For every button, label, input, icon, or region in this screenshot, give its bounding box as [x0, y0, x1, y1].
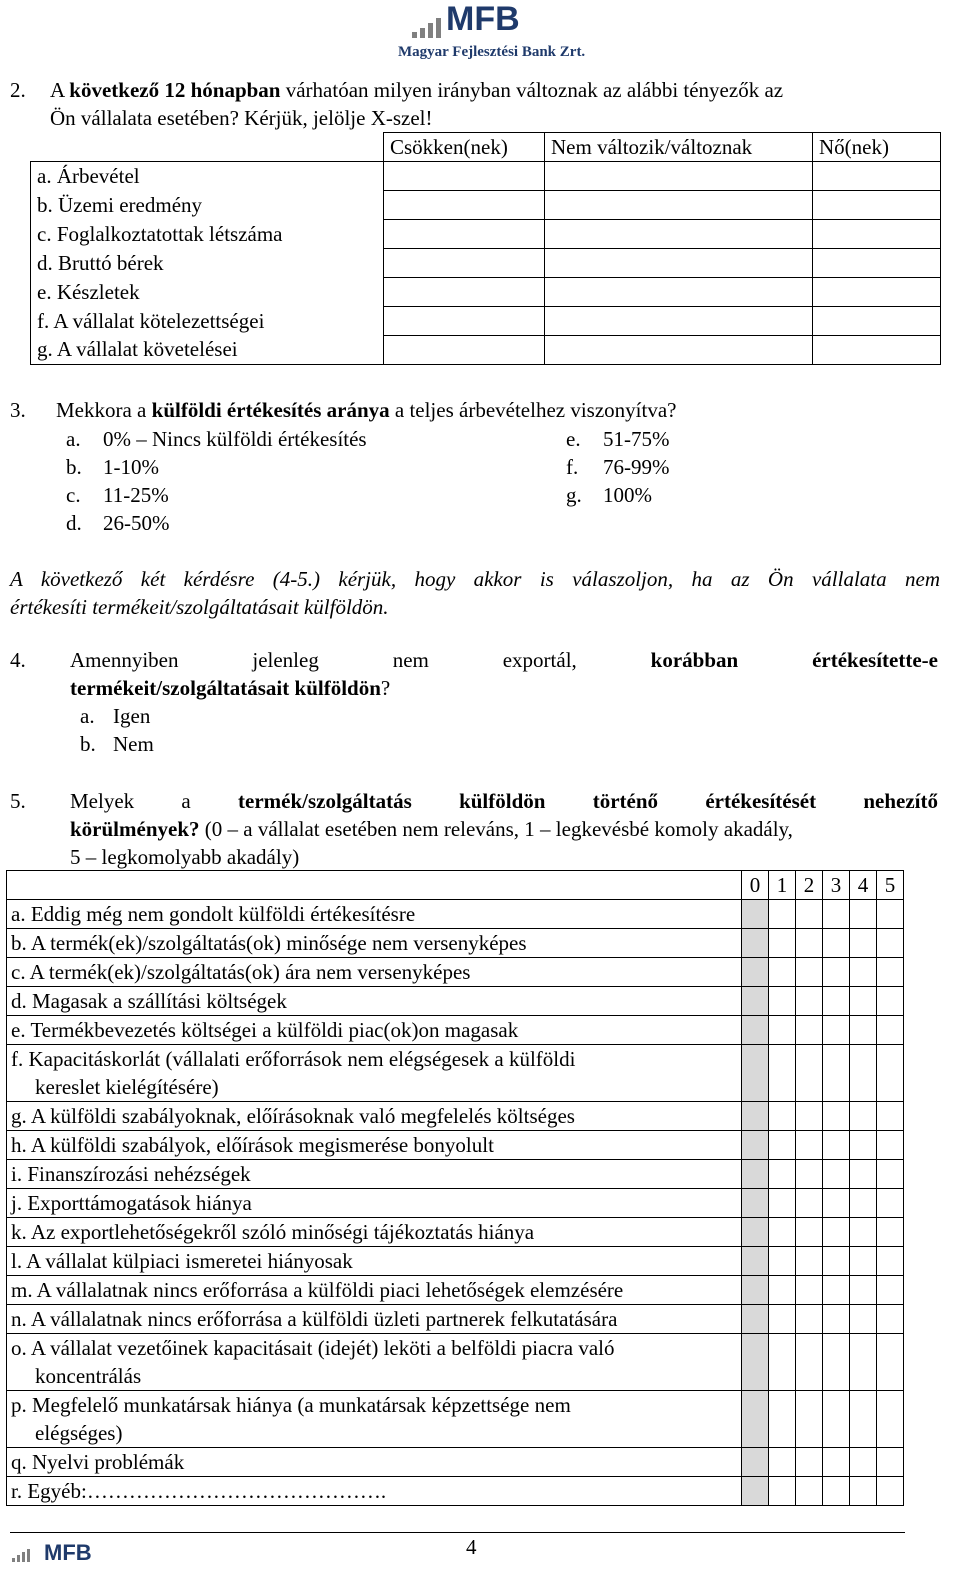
q5-rating-cell[interactable]	[742, 1102, 769, 1131]
q5-rating-cell[interactable]	[796, 987, 823, 1016]
q5-row	[7, 1477, 904, 1506]
q5-rating-cell[interactable]	[796, 1131, 823, 1160]
q5-rating-cell[interactable]	[769, 1016, 796, 1045]
q5-row	[7, 1448, 904, 1477]
q2-answer-cell[interactable]	[384, 220, 545, 249]
q2-row-label: b. Üzemi eredmény	[31, 191, 384, 220]
q5-rating-cell[interactable]	[850, 1016, 877, 1045]
q5-rating-cell[interactable]	[769, 987, 796, 1016]
q4-word-bold: értékesítette-e	[812, 648, 938, 672]
q5-row-label	[7, 1102, 742, 1131]
q5-row-label	[7, 987, 742, 1016]
q2-col-header: Nő(nek)	[813, 133, 941, 162]
q5-rating-cell[interactable]	[877, 1391, 904, 1448]
q5-rating-cell[interactable]	[823, 1160, 850, 1189]
q3-text	[56, 398, 677, 423]
q2-text-a: A	[50, 78, 70, 102]
q5-row-label	[7, 1391, 742, 1448]
q3-option-letter[interactable]: e.	[566, 427, 581, 451]
q5-rating-cell[interactable]	[850, 1189, 877, 1218]
q4-word: exportál,	[502, 648, 577, 672]
q5-scale-header: 1	[769, 871, 796, 900]
note-line2: értékesíti termékeit/szolgáltatásait külföldön.	[10, 595, 389, 619]
q5-rating-cell[interactable]	[823, 1276, 850, 1305]
q5-row	[7, 1016, 904, 1045]
q5-rating-cell[interactable]	[769, 1045, 796, 1102]
note-line1: A következő két kérdésre (4-5.) kérjük, hogy akkor is válaszoljon, ha az Ön vállalata nem	[10, 567, 940, 591]
q3-option-text[interactable]: 100%	[603, 483, 652, 507]
q5-rating-cell[interactable]	[823, 1334, 850, 1391]
q5-row-label-line: g. A külföldi szabályoknak, előírásoknak való megfelelés költséges	[11, 1104, 575, 1128]
q5-row	[7, 987, 904, 1016]
q5-rating-cell[interactable]	[850, 1305, 877, 1334]
q5-scale-header: 2	[796, 871, 823, 900]
q5-rating-cell[interactable]	[850, 1160, 877, 1189]
q5-rating-cell[interactable]	[850, 958, 877, 987]
q5-header-row	[7, 871, 904, 900]
q3-option-letter[interactable]: c.	[66, 483, 81, 507]
q2-row	[31, 162, 941, 191]
q5-row	[7, 1218, 904, 1247]
q2-answer-cell[interactable]	[813, 162, 941, 191]
q4-text-line1	[70, 648, 938, 673]
q5-header-empty	[7, 871, 742, 900]
q5-rating-cell[interactable]	[877, 1160, 904, 1189]
q5-rating-cell[interactable]	[850, 900, 877, 929]
q2-text	[50, 78, 783, 103]
q2-answer-cell[interactable]	[545, 162, 813, 191]
q3-option-letter[interactable]: g.	[566, 483, 582, 507]
q2-row-label: d. Bruttó bérek	[31, 249, 384, 278]
q5-row-label-line: r. Egyéb:…………………………………….	[11, 1479, 387, 1503]
q5-row	[7, 900, 904, 929]
q5-rating-cell[interactable]	[742, 900, 769, 929]
q5-word-bold: külföldön	[459, 789, 546, 813]
q5-text-line2	[70, 817, 793, 842]
q5-rating-cell[interactable]	[823, 987, 850, 1016]
q5-rating-cell[interactable]	[769, 1276, 796, 1305]
q5-rating-cell[interactable]	[769, 958, 796, 987]
q4-option-text[interactable]: Igen	[113, 704, 151, 728]
q5-rating-cell[interactable]	[877, 1247, 904, 1276]
q5-row-label-line: k. Az exportlehetőségekről szóló minőségi tájékoztatás hiánya	[11, 1220, 535, 1244]
q4-line2-end: ?	[380, 676, 391, 700]
q2-answer-cell[interactable]	[813, 249, 941, 278]
q5-rating-cell[interactable]	[823, 1391, 850, 1448]
q2-answer-cell[interactable]	[813, 278, 941, 307]
q2-answer-cell[interactable]	[384, 278, 545, 307]
q5-rating-cell[interactable]	[850, 1102, 877, 1131]
q5-rating-cell[interactable]	[823, 929, 850, 958]
q5-row	[7, 1045, 904, 1102]
q5-row-label-line: m. A vállalatnak nincs erőforrása a külföldi piaci lehetőségek elemzésére	[11, 1278, 624, 1302]
q5-rating-cell[interactable]	[823, 1131, 850, 1160]
q2-text-bold: következő 12 hónapban	[69, 78, 281, 102]
q5-row-label-line: e. Termékbevezetés költségei a külföldi piac(ok)on magasak	[11, 1018, 519, 1042]
footer-logo-text: MFB	[44, 1540, 92, 1565]
q5-rating-cell[interactable]	[796, 1276, 823, 1305]
q2-col-header: Nem változik/változnak	[545, 133, 813, 162]
q5-number: 5.	[10, 789, 26, 813]
q5-row-label	[7, 1218, 742, 1247]
q5-rating-cell[interactable]	[850, 1045, 877, 1102]
q3-text-bold: külföldi értékesítés aránya	[151, 398, 390, 422]
q3-text-a: Mekkora a	[56, 398, 152, 422]
q5-rating-cell[interactable]	[769, 1160, 796, 1189]
q5-rating-cell[interactable]	[877, 1131, 904, 1160]
q2-answer-cell[interactable]	[813, 220, 941, 249]
q2-row-label: a. Árbevétel	[31, 162, 384, 191]
q5-row-label-line: elégséges)	[35, 1421, 123, 1445]
q5-rating-cell[interactable]	[877, 1305, 904, 1334]
q5-rating-cell[interactable]	[850, 1334, 877, 1391]
q5-row	[7, 1391, 904, 1448]
q5-rating-cell[interactable]	[877, 1334, 904, 1391]
q2-answer-cell[interactable]	[384, 249, 545, 278]
q5-word-bold: termék/szolgáltatás	[238, 789, 412, 813]
q5-rating-cell[interactable]	[823, 1218, 850, 1247]
q2-answer-cell[interactable]	[384, 162, 545, 191]
q5-rating-cell[interactable]	[796, 1218, 823, 1247]
q5-rating-cell[interactable]	[823, 958, 850, 987]
q5-rating-cell[interactable]	[823, 1247, 850, 1276]
q5-rating-cell[interactable]	[850, 1477, 877, 1506]
q5-rating-cell[interactable]	[796, 958, 823, 987]
q5-rating-cell[interactable]	[796, 1016, 823, 1045]
q5-rating-cell[interactable]	[742, 1045, 769, 1102]
q2-answer-cell[interactable]	[545, 336, 813, 365]
q5-row-label-line: i. Finanszírozási nehézségek	[11, 1162, 251, 1186]
q5-rating-cell[interactable]	[877, 929, 904, 958]
q5-row-label	[7, 1189, 742, 1218]
q5-rating-cell[interactable]	[850, 1131, 877, 1160]
q5-row-label-line: f. Kapacitáskorlát (vállalati erőforrások nem elégségesek a külföldi	[11, 1047, 576, 1071]
q5-rating-cell[interactable]	[877, 900, 904, 929]
q5-rating-cell[interactable]	[850, 929, 877, 958]
q5-rating-cell[interactable]	[877, 1189, 904, 1218]
q5-row-label	[7, 1334, 742, 1391]
q2-answer-cell[interactable]	[384, 191, 545, 220]
q2-row-label: c. Foglalkoztatottak létszáma	[31, 220, 384, 249]
q5-row-label-line: n. A vállalatnak nincs erőforrása a külföldi üzleti partnerek felkutatására	[11, 1307, 618, 1331]
q5-rating-cell[interactable]	[796, 929, 823, 958]
footer-divider	[10, 1532, 905, 1533]
q5-rating-cell[interactable]	[796, 1189, 823, 1218]
q5-row-label-line: q. Nyelvi problémák	[11, 1450, 185, 1474]
q5-rating-cell[interactable]	[796, 1334, 823, 1391]
logo-subtitle: Magyar Fejlesztési Bank Zrt.	[398, 44, 586, 60]
q5-rating-cell[interactable]	[850, 1247, 877, 1276]
q4-word-bold: korábban	[650, 648, 739, 672]
q5-rating-cell[interactable]	[742, 1189, 769, 1218]
q5-rating-cell[interactable]	[742, 1448, 769, 1477]
q5-rating-cell[interactable]	[742, 1305, 769, 1334]
q5-row	[7, 1189, 904, 1218]
q5-rating-cell[interactable]	[877, 1448, 904, 1477]
q5-rating-cell[interactable]	[796, 1448, 823, 1477]
q2-row-label: f. A vállalat kötelezettségei	[31, 307, 384, 336]
q2-header-row	[31, 133, 941, 162]
q5-row-label-line: kereslet kielégítésére)	[35, 1075, 219, 1099]
q4-word: nem	[392, 648, 429, 672]
q5-rating-cell[interactable]	[742, 1131, 769, 1160]
q5-row	[7, 1334, 904, 1391]
q5-row-label-line: b. A termék(ek)/szolgáltatás(ok) minősége nem versenyképes	[11, 931, 527, 955]
q5-rating-cell[interactable]	[769, 1391, 796, 1448]
q5-rating-cell[interactable]	[742, 958, 769, 987]
q5-row	[7, 1160, 904, 1189]
q5-rating-cell[interactable]	[769, 1334, 796, 1391]
q3-option-text[interactable]: 0% – Nincs külföldi értékesítés	[103, 427, 367, 451]
q2-answer-cell[interactable]	[545, 249, 813, 278]
q2-number: 2.	[10, 78, 26, 102]
q5-rating-cell[interactable]	[742, 1477, 769, 1506]
q5-row	[7, 1305, 904, 1334]
q5-row-label-line: p. Megfelelő munkatársak hiánya (a munkatársak képzettsége nem	[11, 1393, 571, 1417]
q5-row-label	[7, 958, 742, 987]
q5-word: a	[181, 789, 191, 813]
q5-rating-cell[interactable]	[823, 1189, 850, 1218]
q5-scale-header: 3	[823, 871, 850, 900]
q5-rating-cell[interactable]	[823, 1045, 850, 1102]
q5-row-label	[7, 1276, 742, 1305]
q5-row-label	[7, 1448, 742, 1477]
q5-rating-cell[interactable]	[769, 1102, 796, 1131]
q2-answer-cell[interactable]	[545, 278, 813, 307]
q3-option-letter[interactable]: b.	[66, 455, 82, 479]
q3-option-letter[interactable]: a.	[66, 427, 81, 451]
q5-row-label	[7, 1045, 742, 1102]
q5-rating-cell[interactable]	[877, 1102, 904, 1131]
q5-row-label-line: h. A külföldi szabályok, előírások megismerése bonyolult	[11, 1133, 494, 1157]
q4-option-text[interactable]: Nem	[113, 732, 154, 756]
q5-row-label	[7, 1016, 742, 1045]
q2-row-label: e. Készletek	[31, 278, 384, 307]
q5-rating-cell[interactable]	[796, 1160, 823, 1189]
q5-rating-cell[interactable]	[769, 1477, 796, 1506]
q5-word: Melyek	[70, 789, 135, 813]
q5-rating-cell[interactable]	[823, 900, 850, 929]
q4-number: 4.	[10, 648, 26, 672]
q5-rating-cell[interactable]	[796, 1305, 823, 1334]
q5-row-label	[7, 1247, 742, 1276]
q3-option-letter[interactable]: f.	[566, 455, 579, 479]
q5-rating-cell[interactable]	[796, 1477, 823, 1506]
q3-option-text[interactable]: 76-99%	[603, 455, 670, 479]
q2-text-line2: Ön vállalata esetében? Kérjük, jelölje X-szel!	[50, 106, 433, 130]
q5-row	[7, 1247, 904, 1276]
q5-rating-cell[interactable]	[769, 1305, 796, 1334]
q2-answer-cell[interactable]	[813, 191, 941, 220]
q4-option-letter[interactable]: b.	[80, 732, 96, 756]
q2-col-header: Csökken(nek)	[384, 133, 545, 162]
q5-rating-cell[interactable]	[796, 1247, 823, 1276]
q5-rating-cell[interactable]	[769, 1247, 796, 1276]
q4-option-letter[interactable]: a.	[80, 704, 95, 728]
q5-rating-cell[interactable]	[850, 1448, 877, 1477]
q5-row	[7, 958, 904, 987]
q5-rating-cell[interactable]	[796, 1391, 823, 1448]
q5-rating-cell[interactable]	[823, 1102, 850, 1131]
q2-row	[31, 220, 941, 249]
q5-row-label	[7, 900, 742, 929]
q5-line2-rest: (0 – a vállalat esetében nem releváns, 1 – legkevésbé komoly akadály,	[199, 817, 793, 841]
q5-rating-cell[interactable]	[823, 1016, 850, 1045]
q2-answer-cell[interactable]	[545, 307, 813, 336]
q2-answer-cell[interactable]	[545, 191, 813, 220]
q2-row	[31, 191, 941, 220]
q5-text-line3: 5 – legkomolyabb akadály)	[70, 845, 300, 869]
q5-row	[7, 929, 904, 958]
logo-text: MFB	[446, 0, 520, 38]
q5-rating-cell[interactable]	[850, 987, 877, 1016]
q5-row	[7, 1102, 904, 1131]
q3-option-letter[interactable]: d.	[66, 511, 82, 535]
q2-header-empty	[31, 133, 384, 162]
q5-rating-cell[interactable]	[742, 1276, 769, 1305]
q3-option-text[interactable]: 1-10%	[103, 455, 159, 479]
q5-rating-cell[interactable]	[850, 1276, 877, 1305]
q4-word: Amennyiben	[70, 648, 179, 672]
q5-rating-cell[interactable]	[769, 929, 796, 958]
q5-rating-cell[interactable]	[823, 1305, 850, 1334]
q5-rating-cell[interactable]	[796, 1045, 823, 1102]
q5-text-line1	[70, 789, 938, 814]
q5-row-label	[7, 1477, 742, 1506]
q5-scale-header: 4	[850, 871, 877, 900]
q5-rating-cell[interactable]	[823, 1477, 850, 1506]
q5-rating-cell[interactable]	[769, 1448, 796, 1477]
q5-rating-cell[interactable]	[742, 1391, 769, 1448]
page-number: 4	[466, 1535, 477, 1559]
q2-row	[31, 249, 941, 278]
q5-row-label-line: a. Eddig még nem gondolt külföldi értékesítésre	[11, 902, 416, 926]
q5-rating-cell[interactable]	[796, 900, 823, 929]
q2-text-b: várhatóan milyen irányban változnak az alábbi tényezők az	[280, 78, 784, 102]
q5-row-label-line: o. A vállalat vezetőinek kapacitásait (idejét) leköti a belföldi piacra való	[11, 1336, 615, 1360]
q2-answer-cell[interactable]	[384, 336, 545, 365]
q5-rating-cell[interactable]	[742, 1218, 769, 1247]
q3-number: 3.	[10, 398, 26, 422]
q5-rating-cell[interactable]	[769, 1131, 796, 1160]
q5-row-label	[7, 1131, 742, 1160]
q2-answer-cell[interactable]	[384, 307, 545, 336]
q3-option-text[interactable]: 26-50%	[103, 511, 170, 535]
q5-rating-cell[interactable]	[877, 987, 904, 1016]
q5-scale-header: 0	[742, 871, 769, 900]
q3-text-b: a teljes árbevételhez viszonyítva?	[389, 398, 677, 422]
q5-word-bold: történő	[592, 789, 659, 813]
q5-word-bold: értékesítését	[705, 789, 817, 813]
q5-row-label	[7, 1305, 742, 1334]
q5-rating-cell[interactable]	[850, 1218, 877, 1247]
q5-rating-cell[interactable]	[742, 987, 769, 1016]
q5-rating-cell[interactable]	[877, 1218, 904, 1247]
q5-row-label-line: d. Magasak a szállítási költségek	[11, 989, 287, 1013]
q2-answer-cell[interactable]	[545, 220, 813, 249]
q5-rating-cell[interactable]	[742, 929, 769, 958]
q5-rating-cell[interactable]	[769, 1189, 796, 1218]
q5-row-label-line: c. A termék(ek)/szolgáltatás(ok) ára nem versenyképes	[11, 960, 471, 984]
q5-row-label-line: koncentrálás	[35, 1364, 142, 1388]
q2-answer-cell[interactable]	[813, 307, 941, 336]
q5-row-label-line: j. Exporttámogatások hiánya	[11, 1191, 252, 1215]
q5-row-label-line: l. A vállalat külpiaci ismeretei hiányosak	[11, 1249, 353, 1273]
footer-logo-bars-icon	[12, 1548, 42, 1562]
q5-row	[7, 1131, 904, 1160]
q5-rating-cell[interactable]	[769, 900, 796, 929]
q5-rating-cell[interactable]	[877, 1276, 904, 1305]
q4-line2-bold: termékeit/szolgáltatásait külföldön	[70, 676, 381, 700]
q2-row-label: g. A vállalat követelései	[31, 336, 384, 365]
q5-scale-header: 5	[877, 871, 904, 900]
q2-answer-cell[interactable]	[813, 336, 941, 365]
q5-rating-cell[interactable]	[742, 1160, 769, 1189]
q5-table	[6, 870, 904, 1506]
q5-rating-cell[interactable]	[877, 1045, 904, 1102]
q5-rating-cell[interactable]	[796, 1102, 823, 1131]
q2-row	[31, 307, 941, 336]
q2-row	[31, 278, 941, 307]
q5-rating-cell[interactable]	[877, 958, 904, 987]
q3-option-text[interactable]: 11-25%	[103, 483, 169, 507]
q3-option-text[interactable]: 51-75%	[603, 427, 670, 451]
q5-row-label	[7, 929, 742, 958]
q5-word-bold: nehezítő	[863, 789, 938, 813]
q5-rating-cell[interactable]	[877, 1477, 904, 1506]
q5-rating-cell[interactable]	[742, 1016, 769, 1045]
q5-rating-cell[interactable]	[742, 1334, 769, 1391]
q4-word: jelenleg	[252, 648, 319, 672]
q4-text-line2	[70, 676, 390, 701]
q5-line2-bold: körülmények?	[70, 817, 200, 841]
q5-row-label	[7, 1160, 742, 1189]
q2-table	[30, 132, 941, 365]
q5-rating-cell[interactable]	[823, 1448, 850, 1477]
q5-rating-cell[interactable]	[850, 1391, 877, 1448]
q5-rating-cell[interactable]	[742, 1247, 769, 1276]
q5-rating-cell[interactable]	[877, 1016, 904, 1045]
q5-rating-cell[interactable]	[769, 1218, 796, 1247]
q2-row	[31, 336, 941, 365]
q5-row	[7, 1276, 904, 1305]
